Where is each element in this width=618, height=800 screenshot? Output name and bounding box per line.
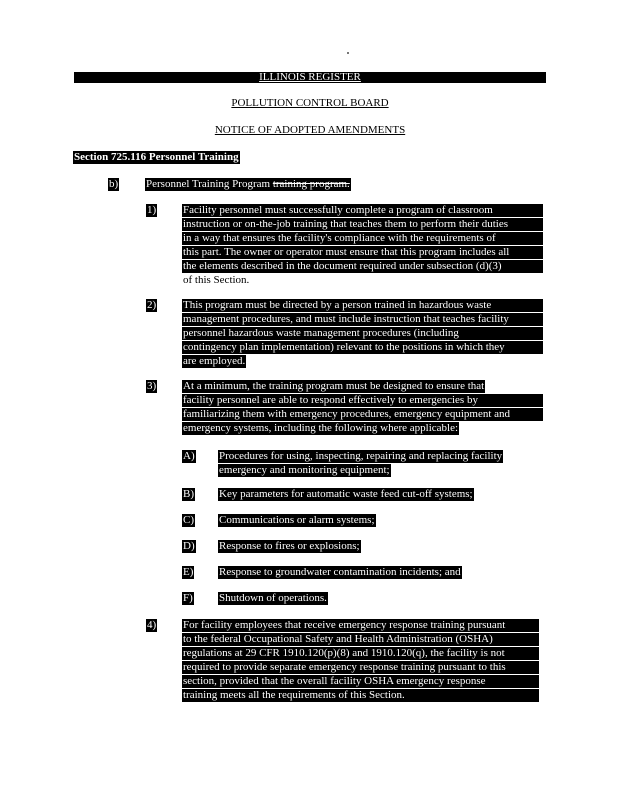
subitem-label: F) [183,592,193,604]
item-1-line: instruction or on-the-job training that teaches them to perform their duties [182,218,543,231]
item-1-tail: of this Section. [183,274,250,286]
item-2-line: are employed. [183,355,246,367]
item-4-line: regulations at 29 CFR 1910.120(p)(8) and 1910.120(q), the facility is not [182,647,539,660]
board-title: POLLUTION CONTROL BOARD [231,97,389,109]
subitem-text: emergency and monitoring equipment; [219,464,390,476]
subitem-text: Shutdown of operations. [219,592,327,604]
item-4-line: For facility employees that receive emergency response training pursuant [182,619,539,632]
subitem-text: Communications or alarm systems; [219,514,375,526]
subitem-text: Response to groundwater contamination incidents; and [219,566,461,578]
item-2-label: 2) [147,299,157,311]
subitem-text: Key parameters for automatic waste feed cut-off systems; [219,488,473,500]
scan-speck [347,52,349,54]
item-2-line: personnel hazardous waste management procedures (including [182,327,543,340]
item-b-new-text: Personnel Training Program [146,178,271,190]
item-3-label: 3) [147,380,157,392]
subitem-label: D) [183,540,195,552]
item-4-line: to the federal Occupational Safety and Health Administration (OSHA) [182,633,539,646]
subitem-label: A) [183,450,195,462]
subitem-label: C) [183,514,194,526]
item-1-label: 1) [147,204,157,216]
subitem-text: Response to fires or explosions; [219,540,360,552]
item-b-label: b) [109,178,119,190]
subitem-text: Procedures for using, inspecting, repairing and replacing facility [219,450,503,462]
item-3-line: facility personnel are able to respond effectively to emergencies by [182,394,543,407]
item-3-line: emergency systems, including the following where applicable: [183,422,459,434]
item-3-line: familiarizing them with emergency procedures, emergency equipment and [182,408,543,421]
item-4-label: 4) [147,619,157,631]
item-1-line: the elements described in the document required under subsection (d)(3) [182,260,543,273]
item-4-line: training meets all the requirements of this Section. [182,689,539,702]
item-2-line: This program must be directed by a person trained in hazardous waste [182,299,543,312]
item-b-struck-text: training program. [272,178,350,190]
item-4-line: section, provided that the overall facility OSHA emergency response [182,675,539,688]
item-4-line: required to provide separate emergency response training pursuant to this [182,661,539,674]
item-2-line: contingency plan implementation) relevant to the positions in which they [182,341,543,354]
item-b-text [145,178,351,191]
item-1-line: this part. The owner or operator must ensure that this program includes all [182,246,543,259]
item-3-line: At a minimum, the training program must be designed to ensure that [183,380,485,392]
item-1-line: Facility personnel must successfully complete a program of classroom [182,204,543,217]
register-title: ILLINOIS REGISTER [259,71,361,83]
item-1-line: in a way that ensures the facility's compliance with the requirements of [182,232,543,245]
section-heading: Section 725.116 Personnel Training [74,151,239,163]
notice-title: NOTICE OF ADOPTED AMENDMENTS [214,124,406,136]
subitem-label: E) [183,566,194,578]
item-2-line: management procedures, and must include instruction that teaches facility [182,313,543,326]
subitem-label: B) [183,488,194,500]
